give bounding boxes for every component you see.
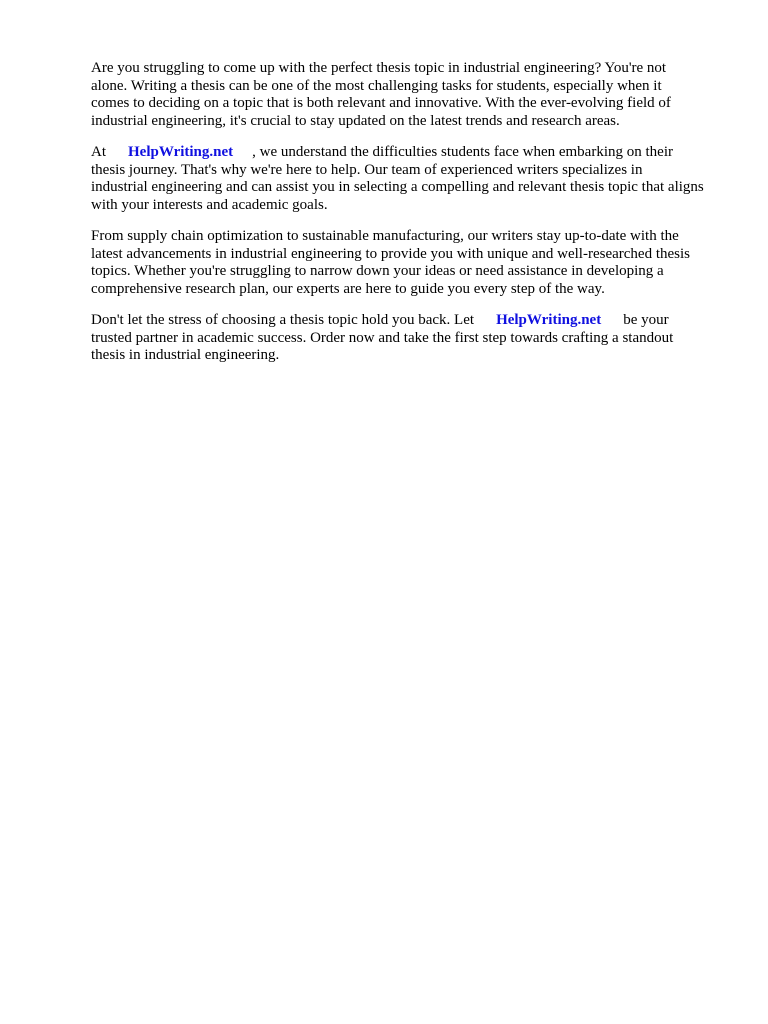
text-line: thesis in industrial engineering. xyxy=(91,347,280,363)
paragraph-about xyxy=(91,144,731,214)
text-line: alone. Writing a thesis can be one of the most challenging tasks for students, especially when it xyxy=(91,77,662,94)
text-line: topics. Whether you're struggling to narrow down your ideas or need assistance in developing a xyxy=(91,263,664,279)
text-line: From supply chain optimization to sustainable manufacturing, our writers stay up-to-date with the xyxy=(91,228,679,244)
document-page xyxy=(91,60,731,379)
text-line: with your interests and academic goals. xyxy=(91,196,328,213)
text-fragment: Don't let the stress of choosing a thesis topic hold you back. Let xyxy=(91,312,475,328)
text-line xyxy=(91,312,731,330)
text-line: industrial engineering and can assist you in selecting a compelling and relevant thesis topic that aligns xyxy=(91,179,704,195)
paragraph-call-to-action xyxy=(91,312,731,365)
text-line: trusted partner in academic success. Order now and take the first step towards crafting a standout xyxy=(91,329,674,346)
text-line: industrial engineering, it's crucial to stay updated on the latest trends and research areas. xyxy=(91,112,620,129)
text-line: latest advancements in industrial engineering to provide you with unique and well-researched thesis xyxy=(91,245,690,262)
text-line xyxy=(91,144,731,162)
text-fragment: At xyxy=(91,144,106,160)
paragraph-intro xyxy=(91,60,731,130)
text-line: Are you struggling to come up with the perfect thesis topic in industrial engineering? You're not xyxy=(91,60,667,76)
text-line: thesis journey. That's why we're here to help. Our team of experienced writers specializes in xyxy=(91,161,643,178)
helpwriting-link[interactable]: HelpWriting.net xyxy=(496,312,602,328)
text-fragment: , we understand the difficulties students face when embarking on their xyxy=(252,144,673,160)
text-line: comes to deciding on a topic that is both relevant and innovative. With the ever-evolving field of xyxy=(91,95,671,111)
paragraph-expertise xyxy=(91,228,731,298)
helpwriting-link[interactable]: HelpWriting.net xyxy=(128,144,234,160)
text-fragment: be your xyxy=(623,312,669,328)
text-line: comprehensive research plan, our experts are here to guide you every step of the way. xyxy=(91,280,605,297)
